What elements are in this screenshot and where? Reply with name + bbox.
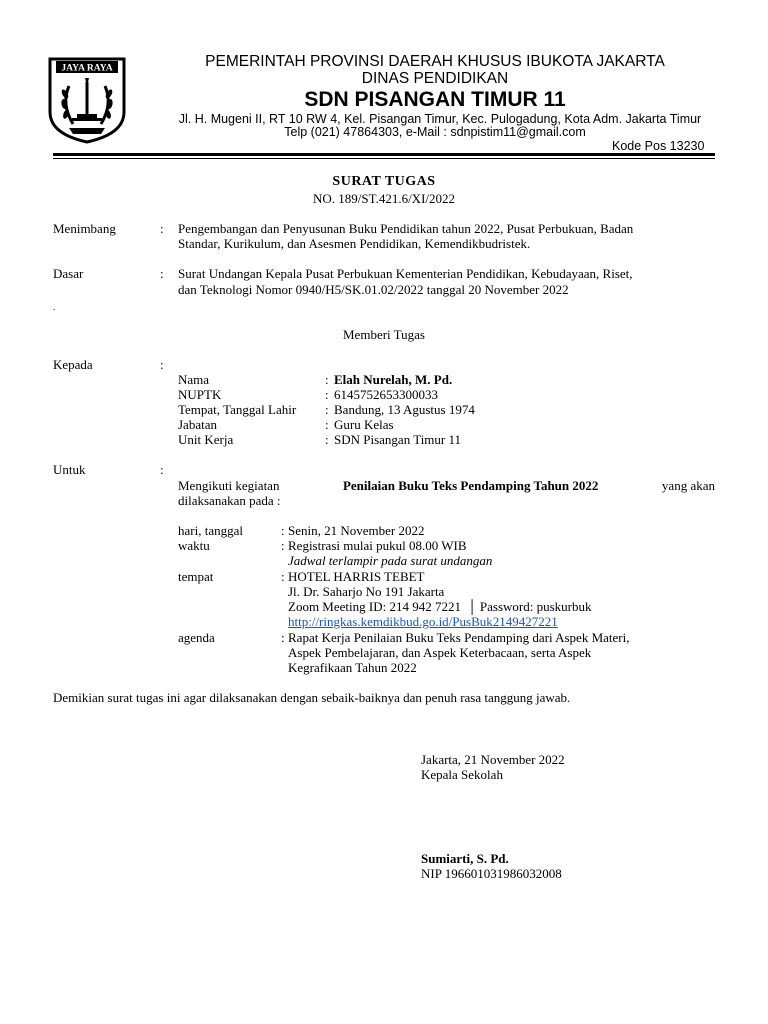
letterhead-line2: DINAS PENDIDIKAN bbox=[361, 70, 509, 87]
detail-colon: : bbox=[281, 569, 285, 584]
kepada-colon: : bbox=[160, 357, 164, 372]
kepada-nuptk-label: NUPTK bbox=[178, 387, 222, 402]
kepada-nama-value: Elah Nurelah, M. Pd. bbox=[334, 372, 453, 387]
kepada-unit-label: Unit Kerja bbox=[178, 432, 234, 447]
detail-colon: : bbox=[281, 538, 285, 553]
kepada-colon-row: : bbox=[325, 432, 329, 447]
dasar-line1: Surat Undangan Kepala Pusat Perbukuan Kementerian Pendidikan, Kebudayaan, Riset, bbox=[178, 266, 633, 281]
signature-name: Sumiarti, S. Pd. bbox=[421, 851, 509, 866]
waktu-label: waktu bbox=[178, 538, 210, 553]
kepada-jabatan-value: Guru Kelas bbox=[334, 417, 394, 432]
kepada-ttl-value: Bandung, 13 Agustus 1974 bbox=[334, 402, 475, 417]
meeting-link[interactable]: http://ringkas.kemdikbud.go.id/PusBuk2149427221 bbox=[288, 614, 558, 629]
detail-colon: : bbox=[281, 630, 285, 645]
stray-dot: . bbox=[53, 302, 56, 312]
menimbang-line2: Standar, Kurikulum, dan Asesmen Pendidikan, Kemendikbudristek. bbox=[178, 236, 531, 251]
untuk-label: Untuk bbox=[53, 462, 86, 477]
school-address: Jl. H. Mugeni II, RT 10 RW 4, Kel. Pisangan Timur, Kec. Pulogadung, Kota Adm. Jakarta Timur bbox=[178, 112, 702, 126]
untuk-intro-pre: Mengikuti kegiatan bbox=[178, 478, 280, 493]
closing-statement: Demikian surat tugas ini agar dilaksanakan dengan sebaik-baiknya dan penuh rasa tanggung jawab. bbox=[53, 690, 571, 705]
kepada-unit-value: SDN Pisangan Timur 11 bbox=[334, 432, 462, 447]
menimbang-label: Menimbang bbox=[53, 221, 116, 236]
signature-place-date: Jakarta, 21 November 2022 bbox=[421, 752, 565, 767]
kepada-label: Kepada bbox=[53, 357, 93, 372]
agenda-label: agenda bbox=[178, 630, 215, 645]
kepada-colon-row: : bbox=[325, 387, 329, 402]
untuk-intro-line2: dilaksanakan pada : bbox=[178, 493, 281, 508]
agenda-line1: Rapat Kerja Penilaian Buku Teks Pendamping dari Aspek Materi, bbox=[288, 630, 630, 645]
menimbang-colon: : bbox=[160, 221, 164, 236]
dasar-label: Dasar bbox=[53, 266, 84, 281]
waktu-note: Jadwal terlampir pada surat undangan bbox=[288, 553, 493, 568]
school-contact: Telp (021) 47864303, e-Mail : sdnpistim11@gmail.com bbox=[284, 125, 586, 139]
jaya-raya-logo bbox=[47, 56, 127, 144]
kepada-ttl-label: Tempat, Tanggal Lahir bbox=[178, 402, 297, 417]
kepada-colon-row: : bbox=[325, 402, 329, 417]
logo-text: JAYA RAYA bbox=[61, 63, 113, 74]
dasar-line2: dan Teknologi Nomor 0940/H5/SK.01.02/2022 tanggal 20 November 2022 bbox=[178, 282, 569, 297]
untuk-colon: : bbox=[160, 462, 164, 477]
untuk-intro-line1 bbox=[178, 478, 715, 493]
menimbang-line1: Pengembangan dan Penyusunan Buku Pendidikan tahun 2022, Pusat Perbukuan, Badan bbox=[178, 221, 634, 236]
kepada-nama-label: Nama bbox=[178, 372, 210, 387]
tempat-value: HOTEL HARRIS TEBET bbox=[288, 569, 425, 584]
hari-value: Senin, 21 November 2022 bbox=[288, 523, 425, 538]
letterhead-divider-thick bbox=[53, 153, 715, 156]
agenda-line3: Kegrafikaan Tahun 2022 bbox=[288, 660, 417, 675]
signature-position: Kepala Sekolah bbox=[421, 767, 503, 782]
memberi-tugas-heading: Memberi Tugas bbox=[343, 327, 425, 342]
tempat-label: tempat bbox=[178, 569, 214, 584]
school-name: SDN PISANGAN TIMUR 11 bbox=[304, 88, 566, 111]
letterhead-line1: PEMERINTAH PROVINSI DAERAH KHUSUS IBUKOTA JAKARTA bbox=[205, 53, 665, 70]
untuk-intro-bold: Penilaian Buku Teks Pendamping Tahun 2022 bbox=[342, 478, 599, 493]
kepada-jabatan-label: Jabatan bbox=[178, 417, 217, 432]
agenda-line2: Aspek Pembelajaran, dan Aspek Keterbacaan, serta Aspek bbox=[288, 645, 592, 660]
zoom-info: Zoom Meeting ID: 214 942 7221 │ Password: puskurbuk bbox=[288, 599, 592, 614]
document-number: NO. 189/ST.421.6/XI/2022 bbox=[312, 191, 456, 206]
detail-colon: : bbox=[281, 523, 285, 538]
signature-nip: NIP 196601031986032008 bbox=[421, 866, 562, 881]
letterhead-divider-thin bbox=[53, 158, 715, 159]
untuk-intro-post: yang akan bbox=[661, 478, 715, 493]
postal-code: Kode Pos 13230 bbox=[612, 139, 705, 153]
tempat-address: Jl. Dr. Saharjo No 191 Jakarta bbox=[288, 584, 445, 599]
hari-label: hari, tanggal bbox=[178, 523, 243, 538]
kepada-nuptk-value: 6145752653300033 bbox=[334, 387, 438, 402]
kepada-colon-row: : bbox=[325, 417, 329, 432]
kepada-colon-row: : bbox=[325, 372, 329, 387]
dasar-colon: : bbox=[160, 266, 164, 281]
document-title: SURAT TUGAS bbox=[332, 174, 436, 189]
waktu-value: Registrasi mulai pukul 08.00 WIB bbox=[288, 538, 467, 553]
